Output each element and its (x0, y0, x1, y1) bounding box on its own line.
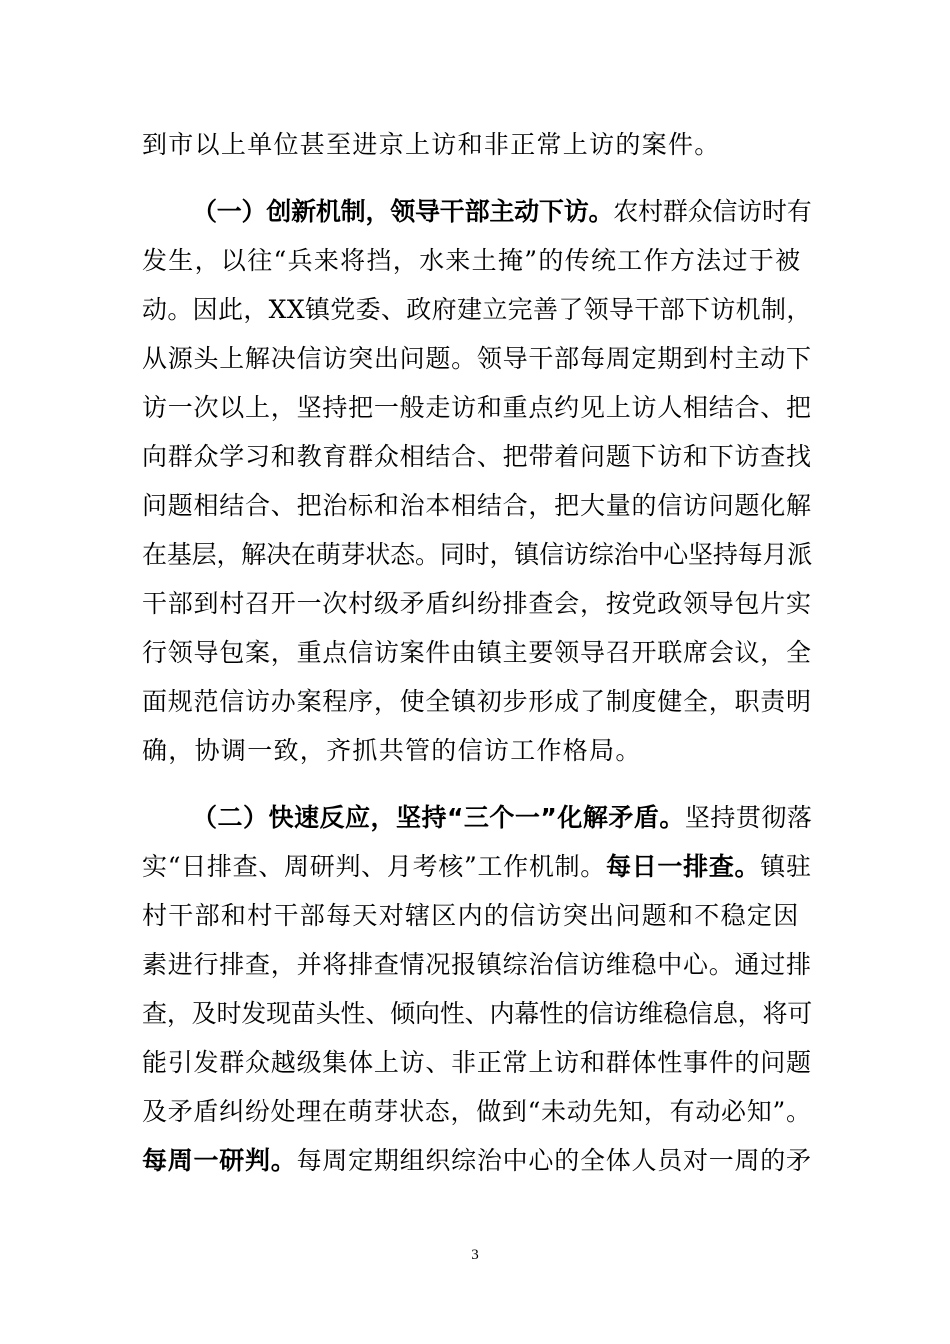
text-segment: 动。因此，XX镇党委、政府建立完善了领导干部下访机制， (142, 295, 812, 324)
bold-text-segment: 每周一研判。 (142, 1146, 297, 1175)
text-segment: 及矛盾纠纷处理在萌芽状态，做到“未动先知，有动必知”。 (142, 1097, 812, 1126)
text-segment: 农村群众信访时有 (613, 197, 812, 226)
text-segment: 在基层，解决在萌芽状态。同时，镇信访综治中心坚持每月派 (142, 540, 813, 569)
text-line (142, 540, 812, 570)
text-line (142, 589, 812, 619)
text-line (142, 1146, 812, 1176)
text-line (142, 246, 812, 276)
text-segment: 干部到村召开一次村级矛盾纠纷排查会，按党政领导包片实 (142, 589, 812, 618)
text-line (142, 999, 812, 1029)
text-segment: 确，协调一致，齐抓共管的信访工作格局。 (142, 736, 642, 765)
text-line (142, 687, 812, 717)
text-segment: 坚持贯彻落 (684, 803, 813, 832)
text-segment: 访一次以上，坚持把一般走访和重点约见上访人相结合、把 (142, 393, 812, 422)
bold-text-segment: 每日一排查。 (606, 852, 761, 881)
text-segment: 能引发群众越级集体上访、非正常上访和群体性事件的问题 (142, 1048, 812, 1077)
text-line (142, 638, 812, 668)
text-segment: 问题相结合、把治标和治本相结合，把大量的信访问题化解 (142, 491, 812, 520)
text-segment: 从源头上解决信访突出问题。领导干部每周定期到村主动下 (142, 344, 812, 373)
text-line (142, 491, 812, 521)
text-segment: 行领导包案，重点信访案件由镇主要领导召开联席会议，全 (142, 638, 812, 667)
text-line (192, 803, 812, 833)
text-segment: 向群众学习和教育群众相结合、把带着问题下访和下访查找 (142, 442, 812, 471)
text-segment: 到市以上单位甚至进京上访和非正常上访的案件。 (142, 130, 721, 159)
text-line (192, 197, 812, 227)
text-line (142, 1097, 812, 1127)
page-number: 3 (471, 1247, 479, 1263)
text-line (142, 1048, 812, 1078)
text-line (142, 950, 812, 980)
text-line (142, 442, 812, 472)
text-line (142, 852, 812, 882)
text-segment: 面规范信访办案程序，使全镇初步形成了制度健全，职责明 (142, 687, 812, 716)
text-line (142, 295, 812, 325)
text-line (142, 901, 812, 931)
text-segment: 实“日排查、周研判、月考核”工作机制。 (142, 852, 607, 881)
text-segment: 每周定期组织综治中心的全体人员对一周的矛 (296, 1146, 812, 1175)
text-line (142, 130, 812, 160)
text-segment: 素进行排查，并将排查情况报镇综治信访维稳中心。通过排 (142, 950, 812, 979)
text-segment: 查，及时发现苗头性、倾向性、内幕性的信访维稳信息，将可 (142, 999, 813, 1028)
text-line (142, 736, 812, 766)
bold-text-segment: （一）创新机制，领导干部主动下访。 (192, 197, 614, 226)
text-segment: 村干部和村干部每天对辖区内的信访突出问题和不稳定因 (142, 901, 800, 930)
text-segment: 镇驻 (760, 852, 812, 881)
text-line (142, 393, 812, 423)
text-line (142, 344, 812, 374)
text-segment: 发生，以往“兵来将挡，水来土掩”的传统工作方法过于被 (142, 246, 802, 275)
bold-text-segment: （二）快速反应，坚持“三个一”化解矛盾。 (192, 803, 685, 832)
